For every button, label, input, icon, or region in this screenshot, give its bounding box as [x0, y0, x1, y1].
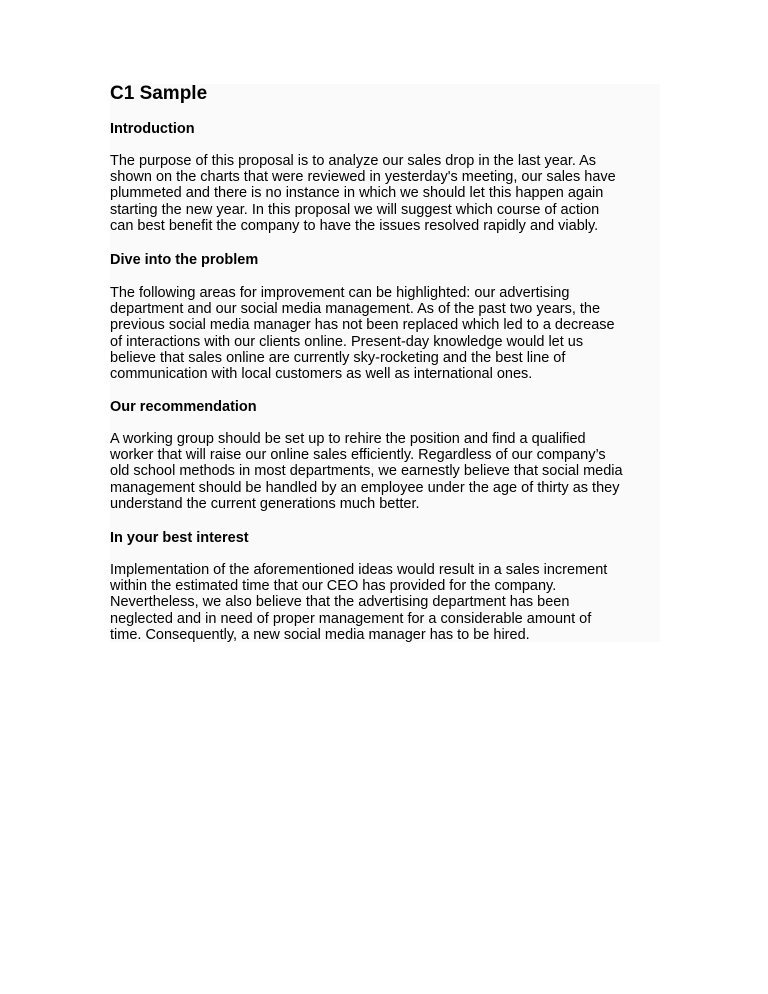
paragraph-line: The following areas for improvement can be highlighted: our advertising	[110, 285, 570, 301]
paragraph-line: old school methods in most departments, we earnestly believe that social media	[110, 463, 623, 480]
section-paragraph-recommendation	[110, 431, 623, 512]
section-heading-introduction: Introduction	[110, 121, 195, 137]
paragraph-line: can best benefit the company to have the issues resolved rapidly and viably.	[110, 217, 599, 234]
paragraph-line: A working group should be set up to rehire the position and find a qualified	[110, 431, 586, 447]
paragraph-line: time. Consequently, a new social media manager has to be hired.	[110, 626, 530, 643]
document-title: C1 Sample	[110, 83, 208, 104]
paragraph-line: within the estimated time that our CEO has provided for the company.	[110, 578, 557, 595]
paragraph-line: management should be handled by an employee under the age of thirty as they	[110, 479, 620, 496]
paragraph-line: shown on the charts that were reviewed in yesterday's meeting, our sales have	[110, 169, 616, 186]
section-heading-best-interest: In your best interest	[110, 530, 249, 546]
section-paragraph-best-interest	[110, 562, 607, 643]
paragraph-line: Nevertheless, we also believe that the advertising department has been	[110, 594, 570, 611]
paragraph-line: The purpose of this proposal is to analyze our sales drop in the last year. As	[110, 153, 597, 169]
section-heading-problem: Dive into the problem	[110, 252, 259, 268]
paragraph-line: communication with local customers as well as international ones.	[110, 366, 533, 383]
paragraph-line: worker that will raise our online sales efficiently. Regardless of our company’s	[110, 447, 606, 464]
paragraph-line: believe that sales online are currently sky-rocketing and the best line of	[110, 349, 566, 366]
paragraph-line: neglected and in need of proper management for a considerable amount of	[110, 610, 592, 627]
paragraph-line: of interactions with our clients online. Present-day knowledge would let us	[110, 333, 584, 350]
paragraph-line: understand the current generations much better.	[110, 495, 420, 512]
paragraph-line: plummeted and there is no instance in which we should let this happen again	[110, 185, 604, 202]
paragraph-line: department and our social media management. As of the past two years, the	[110, 301, 601, 318]
section-paragraph-introduction	[110, 153, 616, 234]
paragraph-line: starting the new year. In this proposal we will suggest which course of action	[110, 201, 600, 218]
section-heading-recommendation: Our recommendation	[110, 399, 257, 415]
paragraph-line: previous social media manager has not been replaced which led to a decrease	[110, 317, 615, 334]
paragraph-line: Implementation of the aforementioned ideas would result in a sales increment	[110, 562, 608, 578]
section-paragraph-problem	[110, 285, 615, 382]
